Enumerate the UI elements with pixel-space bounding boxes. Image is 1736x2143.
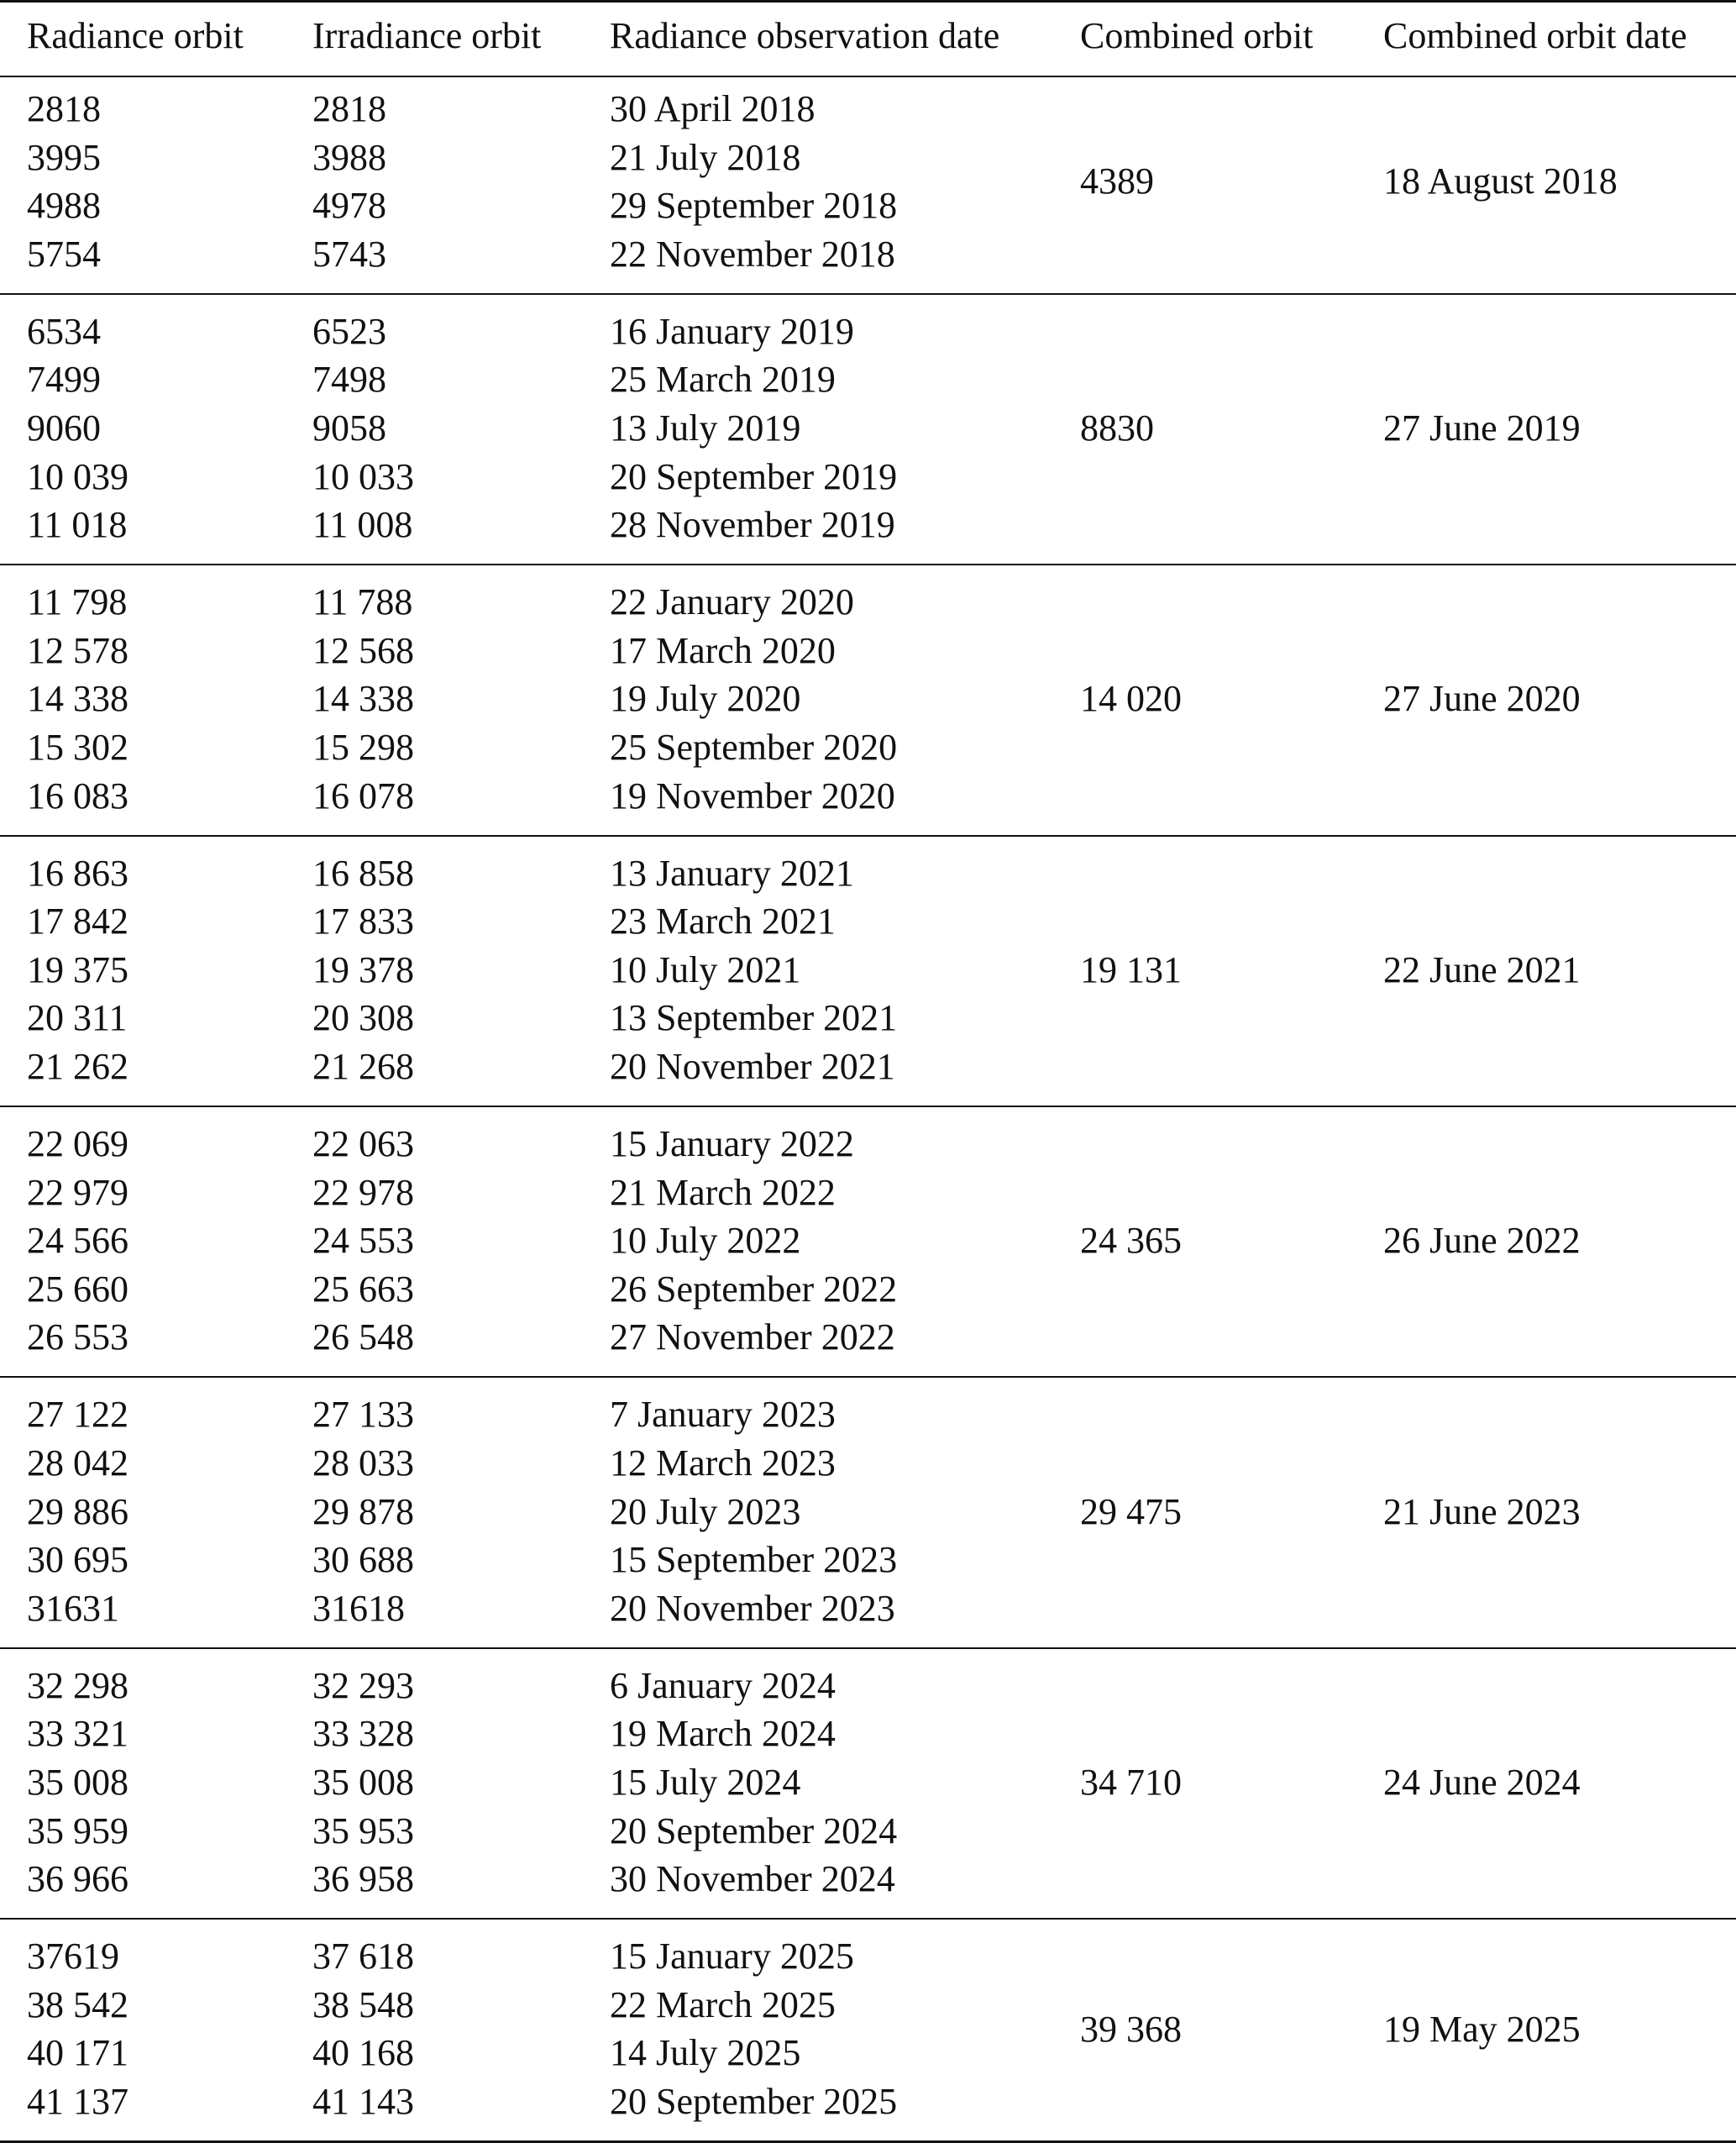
radiance-orbit-cell: 19 375 <box>27 948 128 990</box>
irradiance-orbit-cell: 35 953 <box>312 1809 414 1851</box>
irradiance-orbit-cell: 22 063 <box>312 1123 414 1164</box>
irradiance-orbit-cell: 6523 <box>312 310 386 352</box>
combined-orbit-date-cell: 27 June 2020 <box>1383 678 1581 720</box>
irradiance-orbit-cell: 14 338 <box>312 678 414 720</box>
group-divider <box>0 1106 1736 1107</box>
radiance-orbit-cell: 29 886 <box>27 1490 128 1532</box>
group-divider <box>0 1376 1736 1378</box>
combined-orbit-date-cell: 21 June 2023 <box>1383 1490 1581 1532</box>
irradiance-orbit-cell: 19 378 <box>312 948 414 990</box>
radiance-orbit-cell: 17 842 <box>27 901 128 943</box>
radiance-observation-date-cell: 17 March 2020 <box>610 629 836 671</box>
radiance-observation-date-cell: 20 September 2025 <box>610 2081 898 2122</box>
radiance-observation-date-cell: 22 November 2018 <box>610 233 895 275</box>
radiance-observation-date-cell: 20 November 2023 <box>610 1587 895 1629</box>
group-divider <box>0 1918 1736 1920</box>
radiance-observation-date-cell: 19 July 2020 <box>610 678 801 720</box>
radiance-observation-date-cell: 28 November 2019 <box>610 504 895 546</box>
radiance-orbit-cell: 33 321 <box>27 1713 128 1755</box>
header-combined-orbit: Combined orbit <box>1080 15 1314 56</box>
radiance-orbit-cell: 22 069 <box>27 1123 128 1164</box>
radiance-observation-date-cell: 14 July 2025 <box>610 2032 801 2074</box>
irradiance-orbit-cell: 37 618 <box>312 1936 414 1978</box>
radiance-orbit-cell: 11 798 <box>27 581 128 623</box>
combined-orbit-date-cell: 19 May 2025 <box>1383 2008 1581 2050</box>
radiance-orbit-cell: 5754 <box>27 233 101 275</box>
combined-orbit-cell: 8830 <box>1080 407 1154 449</box>
radiance-observation-date-cell: 15 September 2023 <box>610 1539 898 1581</box>
radiance-observation-date-cell: 19 March 2024 <box>610 1713 836 1755</box>
radiance-observation-date-cell: 29 September 2018 <box>610 185 898 227</box>
group-divider <box>0 564 1736 565</box>
header-irradiance-orbit: Irradiance orbit <box>312 15 542 56</box>
radiance-observation-date-cell: 30 November 2024 <box>610 1858 895 1900</box>
radiance-orbit-cell: 15 302 <box>27 727 128 768</box>
radiance-orbit-cell: 30 695 <box>27 1539 128 1581</box>
radiance-orbit-cell: 24 566 <box>27 1220 128 1262</box>
radiance-observation-date-cell: 10 July 2022 <box>610 1220 801 1262</box>
irradiance-orbit-cell: 21 268 <box>312 1046 414 1087</box>
radiance-orbit-cell: 9060 <box>27 407 101 449</box>
irradiance-orbit-cell: 12 568 <box>312 629 414 671</box>
irradiance-orbit-cell: 3988 <box>312 136 386 178</box>
radiance-observation-date-cell: 20 September 2024 <box>610 1809 898 1851</box>
radiance-orbit-cell: 35 959 <box>27 1809 128 1851</box>
irradiance-orbit-cell: 7498 <box>312 359 386 401</box>
radiance-orbit-cell: 21 262 <box>27 1046 128 1087</box>
radiance-orbit-cell: 3995 <box>27 136 101 178</box>
irradiance-orbit-cell: 11 008 <box>312 504 413 546</box>
radiance-orbit-cell: 10 039 <box>27 455 128 497</box>
radiance-orbit-cell: 26 553 <box>27 1316 128 1358</box>
group-divider <box>0 1647 1736 1649</box>
irradiance-orbit-cell: 22 978 <box>312 1171 414 1213</box>
radiance-orbit-cell: 41 137 <box>27 2081 128 2122</box>
combined-orbit-cell: 39 368 <box>1080 2008 1182 2050</box>
radiance-orbit-cell: 37619 <box>27 1936 119 1978</box>
radiance-orbit-cell: 40 171 <box>27 2032 128 2074</box>
irradiance-orbit-cell: 26 548 <box>312 1316 414 1358</box>
radiance-observation-date-cell: 15 January 2025 <box>610 1936 854 1978</box>
combined-orbit-cell: 14 020 <box>1080 678 1182 720</box>
irradiance-orbit-cell: 32 293 <box>312 1664 414 1706</box>
irradiance-orbit-cell: 11 788 <box>312 581 413 623</box>
radiance-orbit-cell: 20 311 <box>27 997 128 1039</box>
combined-orbit-date-cell: 18 August 2018 <box>1383 160 1618 202</box>
header-radiance-observation-date: Radiance observation date <box>610 15 1000 56</box>
irradiance-orbit-cell: 17 833 <box>312 901 414 943</box>
radiance-observation-date-cell: 20 July 2023 <box>610 1490 801 1532</box>
radiance-orbit-cell: 35 008 <box>27 1762 128 1803</box>
radiance-observation-date-cell: 6 January 2024 <box>610 1664 836 1706</box>
combined-orbit-cell: 4389 <box>1080 160 1154 202</box>
radiance-orbit-cell: 32 298 <box>27 1664 128 1706</box>
top-rule <box>0 0 1736 3</box>
combined-orbit-cell: 24 365 <box>1080 1220 1182 1262</box>
combined-orbit-date-cell: 27 June 2019 <box>1383 407 1581 449</box>
radiance-observation-date-cell: 16 January 2019 <box>610 310 854 352</box>
irradiance-orbit-cell: 36 958 <box>312 1858 414 1900</box>
radiance-orbit-cell: 36 966 <box>27 1858 128 1900</box>
combined-orbit-cell: 34 710 <box>1080 1762 1182 1803</box>
group-divider <box>0 293 1736 295</box>
combined-orbit-date-cell: 22 June 2021 <box>1383 948 1581 990</box>
combined-orbit-date-cell: 24 June 2024 <box>1383 1762 1581 1803</box>
irradiance-orbit-cell: 24 553 <box>312 1220 414 1262</box>
header-rule <box>0 76 1736 77</box>
irradiance-orbit-cell: 29 878 <box>312 1490 414 1532</box>
combined-orbit-cell: 19 131 <box>1080 948 1182 990</box>
radiance-observation-date-cell: 25 March 2019 <box>610 359 836 401</box>
radiance-observation-date-cell: 15 July 2024 <box>610 1762 801 1803</box>
irradiance-orbit-cell: 16 858 <box>312 852 414 894</box>
irradiance-orbit-cell: 9058 <box>312 407 386 449</box>
header-combined-orbit-date: Combined orbit date <box>1383 15 1687 56</box>
radiance-orbit-cell: 6534 <box>27 310 101 352</box>
radiance-observation-date-cell: 22 March 2025 <box>610 1983 836 2025</box>
radiance-orbit-cell: 22 979 <box>27 1171 128 1213</box>
irradiance-orbit-cell: 15 298 <box>312 727 414 768</box>
radiance-observation-date-cell: 10 July 2021 <box>610 948 801 990</box>
radiance-observation-date-cell: 27 November 2022 <box>610 1316 895 1358</box>
irradiance-orbit-cell: 38 548 <box>312 1983 414 2025</box>
radiance-observation-date-cell: 12 March 2023 <box>610 1442 836 1484</box>
irradiance-orbit-cell: 25 663 <box>312 1268 414 1310</box>
irradiance-orbit-cell: 28 033 <box>312 1442 414 1484</box>
radiance-observation-date-cell: 22 January 2020 <box>610 581 854 623</box>
radiance-observation-date-cell: 25 September 2020 <box>610 727 898 768</box>
irradiance-orbit-cell: 40 168 <box>312 2032 414 2074</box>
irradiance-orbit-cell: 4978 <box>312 185 386 227</box>
radiance-observation-date-cell: 15 January 2022 <box>610 1123 854 1164</box>
radiance-orbit-cell: 11 018 <box>27 504 128 546</box>
radiance-observation-date-cell: 13 January 2021 <box>610 852 854 894</box>
header-radiance-orbit: Radiance orbit <box>27 15 244 56</box>
irradiance-orbit-cell: 30 688 <box>312 1539 414 1581</box>
radiance-orbit-cell: 4988 <box>27 185 101 227</box>
radiance-orbit-cell: 28 042 <box>27 1442 128 1484</box>
irradiance-orbit-cell: 41 143 <box>312 2081 414 2122</box>
radiance-observation-date-cell: 23 March 2021 <box>610 901 836 943</box>
irradiance-orbit-cell: 10 033 <box>312 455 414 497</box>
radiance-observation-date-cell: 13 September 2021 <box>610 997 898 1039</box>
radiance-observation-date-cell: 13 July 2019 <box>610 407 801 449</box>
combined-orbit-cell: 29 475 <box>1080 1490 1182 1532</box>
radiance-observation-date-cell: 20 November 2021 <box>610 1046 895 1087</box>
radiance-orbit-cell: 31631 <box>27 1587 119 1629</box>
radiance-observation-date-cell: 21 July 2018 <box>610 136 801 178</box>
radiance-observation-date-cell: 30 April 2018 <box>610 88 816 129</box>
irradiance-orbit-cell: 27 133 <box>312 1394 414 1436</box>
radiance-orbit-cell: 16 863 <box>27 852 128 894</box>
radiance-orbit-cell: 38 542 <box>27 1983 128 2025</box>
irradiance-orbit-cell: 16 078 <box>312 775 414 817</box>
radiance-orbit-cell: 16 083 <box>27 775 128 817</box>
irradiance-orbit-cell: 31618 <box>312 1587 405 1629</box>
radiance-observation-date-cell: 19 November 2020 <box>610 775 895 817</box>
group-divider <box>0 835 1736 837</box>
radiance-orbit-cell: 25 660 <box>27 1268 128 1310</box>
irradiance-orbit-cell: 5743 <box>312 233 386 275</box>
radiance-orbit-cell: 27 122 <box>27 1394 128 1436</box>
radiance-orbit-cell: 14 338 <box>27 678 128 720</box>
radiance-orbit-cell: 12 578 <box>27 629 128 671</box>
radiance-orbit-cell: 7499 <box>27 359 101 401</box>
irradiance-orbit-cell: 2818 <box>312 88 386 129</box>
combined-orbit-date-cell: 26 June 2022 <box>1383 1220 1581 1262</box>
radiance-observation-date-cell: 7 January 2023 <box>610 1394 836 1436</box>
radiance-observation-date-cell: 21 March 2022 <box>610 1171 836 1213</box>
irradiance-orbit-cell: 35 008 <box>312 1762 414 1803</box>
radiance-orbit-cell: 2818 <box>27 88 101 129</box>
radiance-observation-date-cell: 20 September 2019 <box>610 455 898 497</box>
radiance-observation-date-cell: 26 September 2022 <box>610 1268 898 1310</box>
irradiance-orbit-cell: 33 328 <box>312 1713 414 1755</box>
irradiance-orbit-cell: 20 308 <box>312 997 414 1039</box>
